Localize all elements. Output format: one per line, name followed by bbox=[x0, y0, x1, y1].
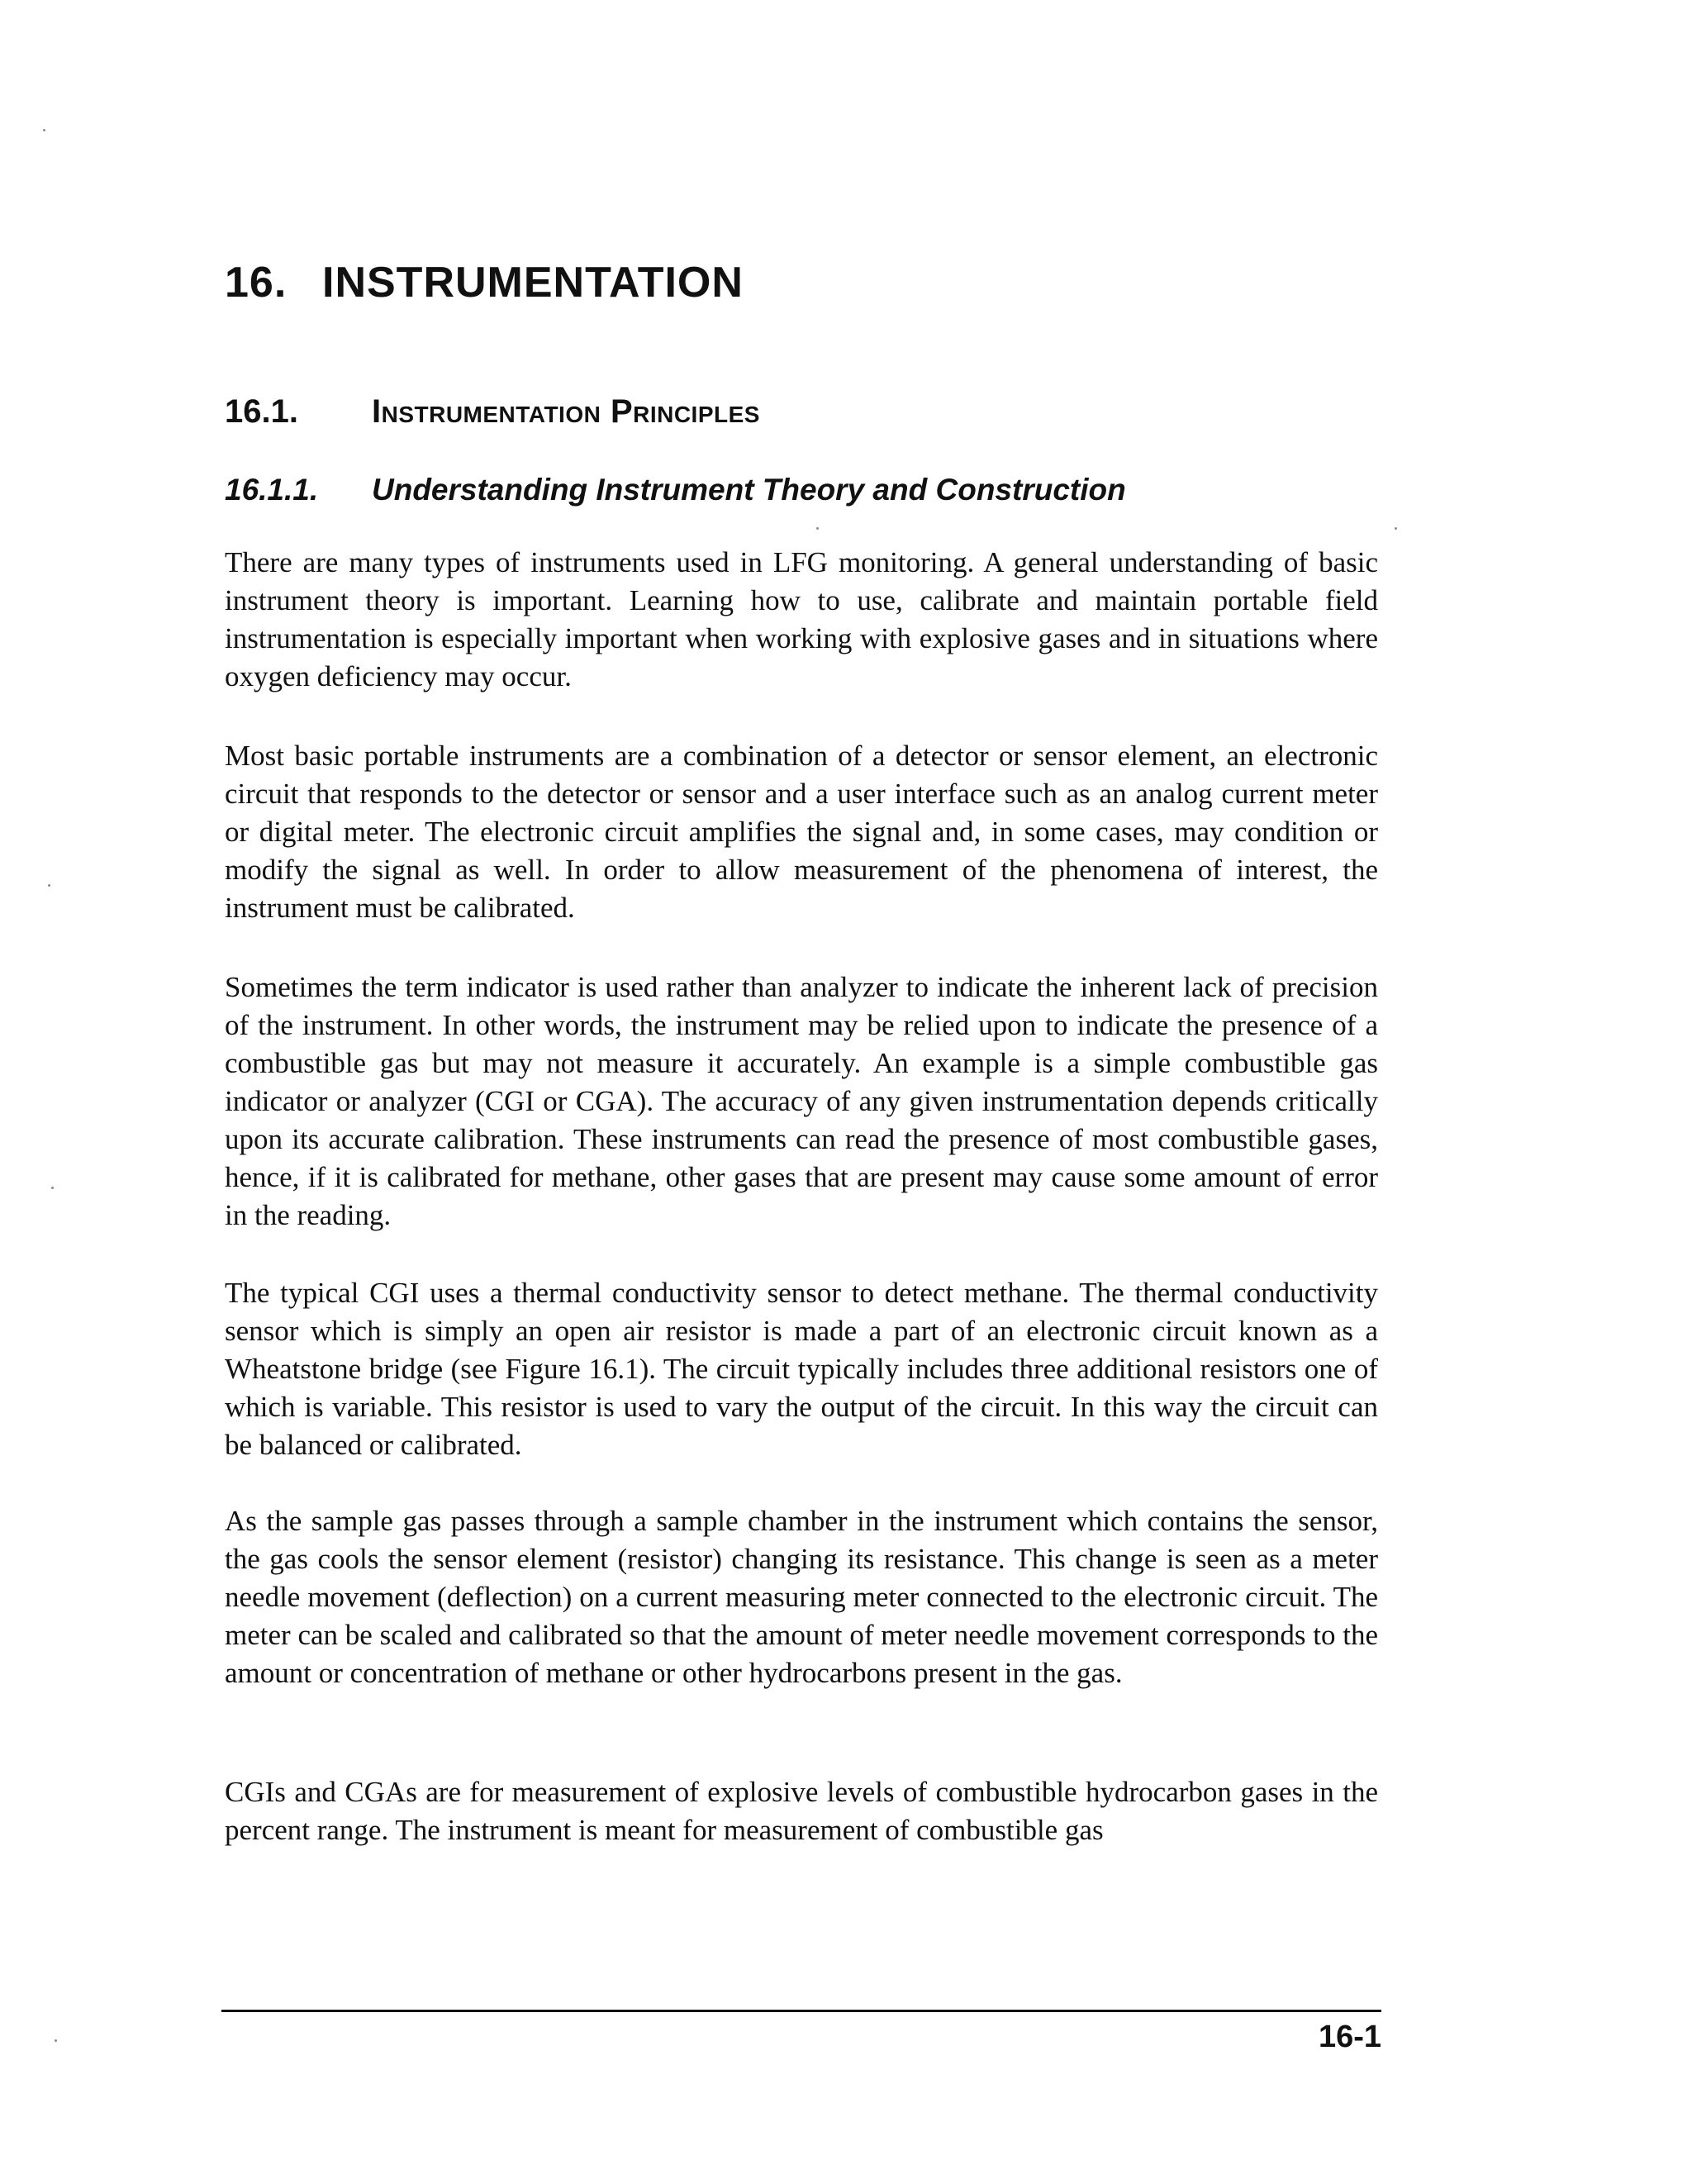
body-paragraph: CGIs and CGAs are for measurement of explosive levels of combustible hydrocarbon gases in the percent range. The instrument is meant for measurement of combustible gas bbox=[225, 1776, 1378, 1846]
section-heading bbox=[225, 393, 760, 431]
scan-speck bbox=[43, 129, 45, 131]
subsection-heading bbox=[225, 473, 1126, 507]
footer-rule bbox=[221, 2010, 1381, 2012]
chapter-title: INSTRUMENTATION bbox=[322, 259, 744, 307]
chapter-number: 16. bbox=[225, 259, 288, 307]
scan-speck bbox=[55, 2039, 57, 2042]
scan-speck bbox=[48, 884, 50, 887]
scan-speck bbox=[816, 527, 819, 530]
body-paragraph: As the sample gas passes through a sample chamber in the instrument which contains the sensor, the gas cools the sensor element (resistor) changing its resistance. This change is seen as a meter needle movement (deflection) on a current measuring meter connected to the electronic circuit. The meter can be scaled and calibrated so that the amount of meter needle movement corresponds to the amount or concentration of methane or other hydrocarbons present in the gas. bbox=[225, 1505, 1378, 1689]
page-number: 16-1 bbox=[1318, 2020, 1381, 2054]
body-paragraph: Most basic portable instruments are a combination of a detector or sensor element, an electronic circuit that responds to the detector or sensor and a user interface such as an analog current meter or digital meter. The electronic circuit amplifies the signal and, in some cases, may condition or modify the signal as well. In order to allow measurement of the phenomena of interest, the instrument must be calibrated. bbox=[225, 740, 1378, 924]
scan-speck bbox=[51, 1187, 54, 1189]
subsection-title: Understanding Instrument Theory and Construction bbox=[372, 473, 1126, 507]
body-paragraph: The typical CGI uses a thermal conductivity sensor to detect methane. The thermal conductivity sensor which is simply an open air resistor is made a part of an electronic circuit known as a Wheatstone bridge (see Figure 16.1). The circuit typically includes three additional resistors one of which is variable. This resistor is used to vary the output of the circuit. In this way the circuit can be balanced or calibrated. bbox=[225, 1277, 1378, 1461]
section-number: 16.1. bbox=[225, 393, 298, 430]
body-paragraph: There are many types of instruments used in LFG monitoring. A general understanding of basic instrument theory is important. Learning how to use, calibrate and maintain portable field instrumentation is especially important when working with explosive gases and in situations where oxygen deficiency may occur. bbox=[225, 546, 1378, 692]
scan-speck bbox=[1395, 527, 1397, 530]
chapter-heading bbox=[225, 258, 744, 307]
body-paragraph: Sometimes the term indicator is used rather than analyzer to indicate the inherent lack of precision of the instrument. In other words, the instrument may be relied upon to indicate the presence of a combustible gas but may not measure it accurately. An example is a simple combustible gas indicator or analyzer (CGI or CGA). The accuracy of any given instrumentation depends critically upon its accurate calibration. These instruments can read the presence of most combustible gases, hence, if it is calibrated for methane, other gases that are present may cause some amount of error in the reading. bbox=[225, 971, 1378, 1231]
section-title: Instrumentation Principles bbox=[372, 393, 760, 430]
subsection-number: 16.1.1. bbox=[225, 473, 319, 507]
